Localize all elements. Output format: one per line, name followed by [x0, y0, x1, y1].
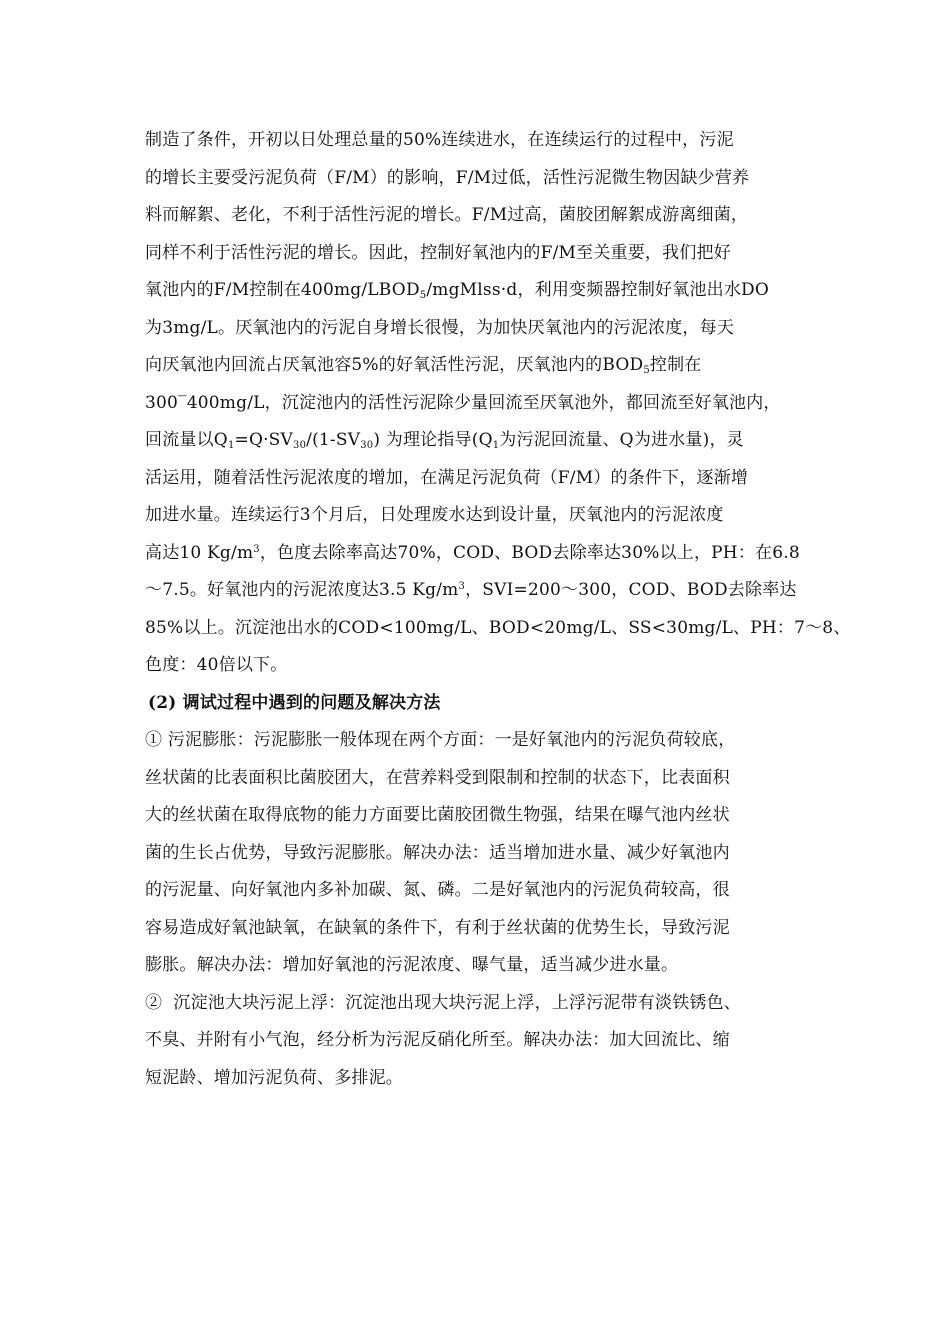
text-run: ，色度去除率高达70%，COD、BOD去除率达30%以上，PH：在6.8: [259, 542, 800, 563]
text-line: [145, 722, 825, 760]
body-text: [145, 122, 851, 1097]
text-run: 加进水量。连续运行3个月后，日处理废水达到设计量，厌氧池内的污泥浓度: [145, 505, 724, 525]
text-run: 高达10 Kg/m: [145, 542, 254, 563]
text-line: [145, 160, 825, 198]
text-run: ① 污泥膨胀：污泥膨胀一般体现在两个方面：一是好氧池内的污泥负荷较底，: [145, 730, 736, 750]
subscript: 1: [492, 440, 500, 451]
text-line: [145, 647, 825, 685]
text-line: [145, 872, 825, 910]
text-line: [145, 1022, 825, 1060]
text-run: 膨胀。解决办法：增加好氧池的污泥浓度、曝气量，适当减少进水量。: [145, 955, 679, 975]
text-run: 菌的生长占优势，导致污泥膨胀。解决办法：适当增加进水量、减少好氧池内: [145, 842, 730, 863]
text-run: 为3mg/L。厌氧池内的污泥自身增长很慢，为加快厌氧池内的污泥浓度，每天: [145, 317, 735, 338]
text-run: 丝状菌的比表面积比菌胶团大，在营养料受到限制和控制的状态下，比表面积: [145, 767, 730, 788]
text-line: [145, 910, 825, 948]
text-run: 的增长主要受污泥负荷（F/M）的影响，F/M过低，活性污泥微生物因缺少营养: [145, 167, 750, 188]
text-run: 的污泥量、向好氧池内多补加碳、氮、磷。二是好氧池内的污泥负荷较高，很: [145, 880, 730, 900]
text-line: [145, 310, 825, 348]
text-run: 短泥龄、增加污泥负荷、多排泥。: [145, 1067, 403, 1088]
text-line: [145, 235, 825, 273]
text-line: [145, 422, 825, 460]
subscript: 30: [360, 440, 374, 451]
text-line: [145, 760, 825, 798]
text-run: 同样不利于活性污泥的增长。因此，控制好氧池内的F/M至关重要，我们把好: [145, 242, 731, 263]
text-run: 大的丝状菌在取得底物的能力方面要比菌胶团微生物强，结果在曝气池内丝状: [145, 805, 730, 825]
text-run: 料而解絮、老化，不利于活性污泥的增长。F/M过高，菌胶团解絮成游离细菌，: [145, 205, 749, 225]
text-run: 85%以上。沉淀池出水的COD<100mg/L、BOD<20mg/L、SS<30mg/L、PH：7～8、: [145, 617, 851, 638]
text-run: 回流量以Q: [145, 430, 228, 450]
text-run: ，SVI=200～300，COD、BOD去除率达: [465, 580, 797, 600]
text-run: 容易造成好氧池缺氧，在缺氧的条件下，有利于丝状菌的优势生长，导致污泥: [145, 917, 730, 938]
text-line: [145, 347, 825, 385]
text-line: [145, 272, 825, 310]
superscript: 3: [458, 581, 466, 592]
text-run: 向厌氧池内回流占厌氧池容5%的好氧活性污泥，厌氧池内的BOD: [145, 355, 644, 375]
text-run: /mgMlss·d，利用变频器控制好氧池出水DO: [426, 280, 770, 300]
text-line: [145, 572, 825, 610]
text-run: ～7.5。好氧池内的污泥浓度达3.5 Kg/m: [145, 580, 459, 600]
subscript: 5: [419, 290, 427, 301]
subscript: 5: [643, 365, 650, 376]
text-run: 不臭、并附有小气泡，经分析为污泥反硝化所至。解决办法：加大回流比、缩: [145, 1030, 730, 1050]
text-line: [145, 385, 825, 423]
text-run: 为污泥回流量、Q为进水量)，灵: [499, 430, 744, 450]
text-line: [145, 460, 825, 498]
text-line: [145, 835, 825, 873]
text-run: 控制在: [649, 355, 702, 375]
text-run: 活运用，随着活性污泥浓度的增加，在满足污泥负荷（F/M）的条件下，逐渐增: [145, 467, 749, 488]
text-line: [145, 535, 825, 573]
text-run: 氧池内的F/M控制在400mg/LBOD: [145, 280, 420, 300]
text-run: =Q·SV: [234, 430, 294, 450]
text-line: [145, 497, 825, 535]
subscript: 1: [227, 440, 235, 451]
text-line: [145, 122, 825, 160]
text-line: [145, 947, 825, 985]
text-line: [145, 1060, 825, 1098]
superscript: 3: [253, 543, 260, 555]
text-run: 300‾400mg/L，沉淀池内的活性污泥除少量回流至厌氧池外，都回流至好氧池内，: [145, 392, 781, 413]
text-run: (2) 调试过程中遇到的问题及解决方法: [148, 692, 441, 713]
subscript: 30: [293, 440, 307, 451]
text-run: ) 为理论指导(Q: [373, 430, 493, 450]
text-line: [145, 797, 825, 835]
text-line: [145, 985, 825, 1023]
text-line: [145, 610, 851, 648]
text-run: 色度：40倍以下。: [145, 655, 288, 675]
text-run: /(1-SV: [306, 430, 361, 450]
text-run: ② 沉淀池大块污泥上浮：沉淀池出现大块污泥上浮，上浮污泥带有淡铁锈色、: [145, 992, 742, 1013]
text-line: [145, 197, 825, 235]
section-heading: [145, 685, 825, 723]
text-run: 制造了条件，开初以日处理总量的50%连续进水，在连续运行的过程中，污泥: [145, 130, 734, 150]
